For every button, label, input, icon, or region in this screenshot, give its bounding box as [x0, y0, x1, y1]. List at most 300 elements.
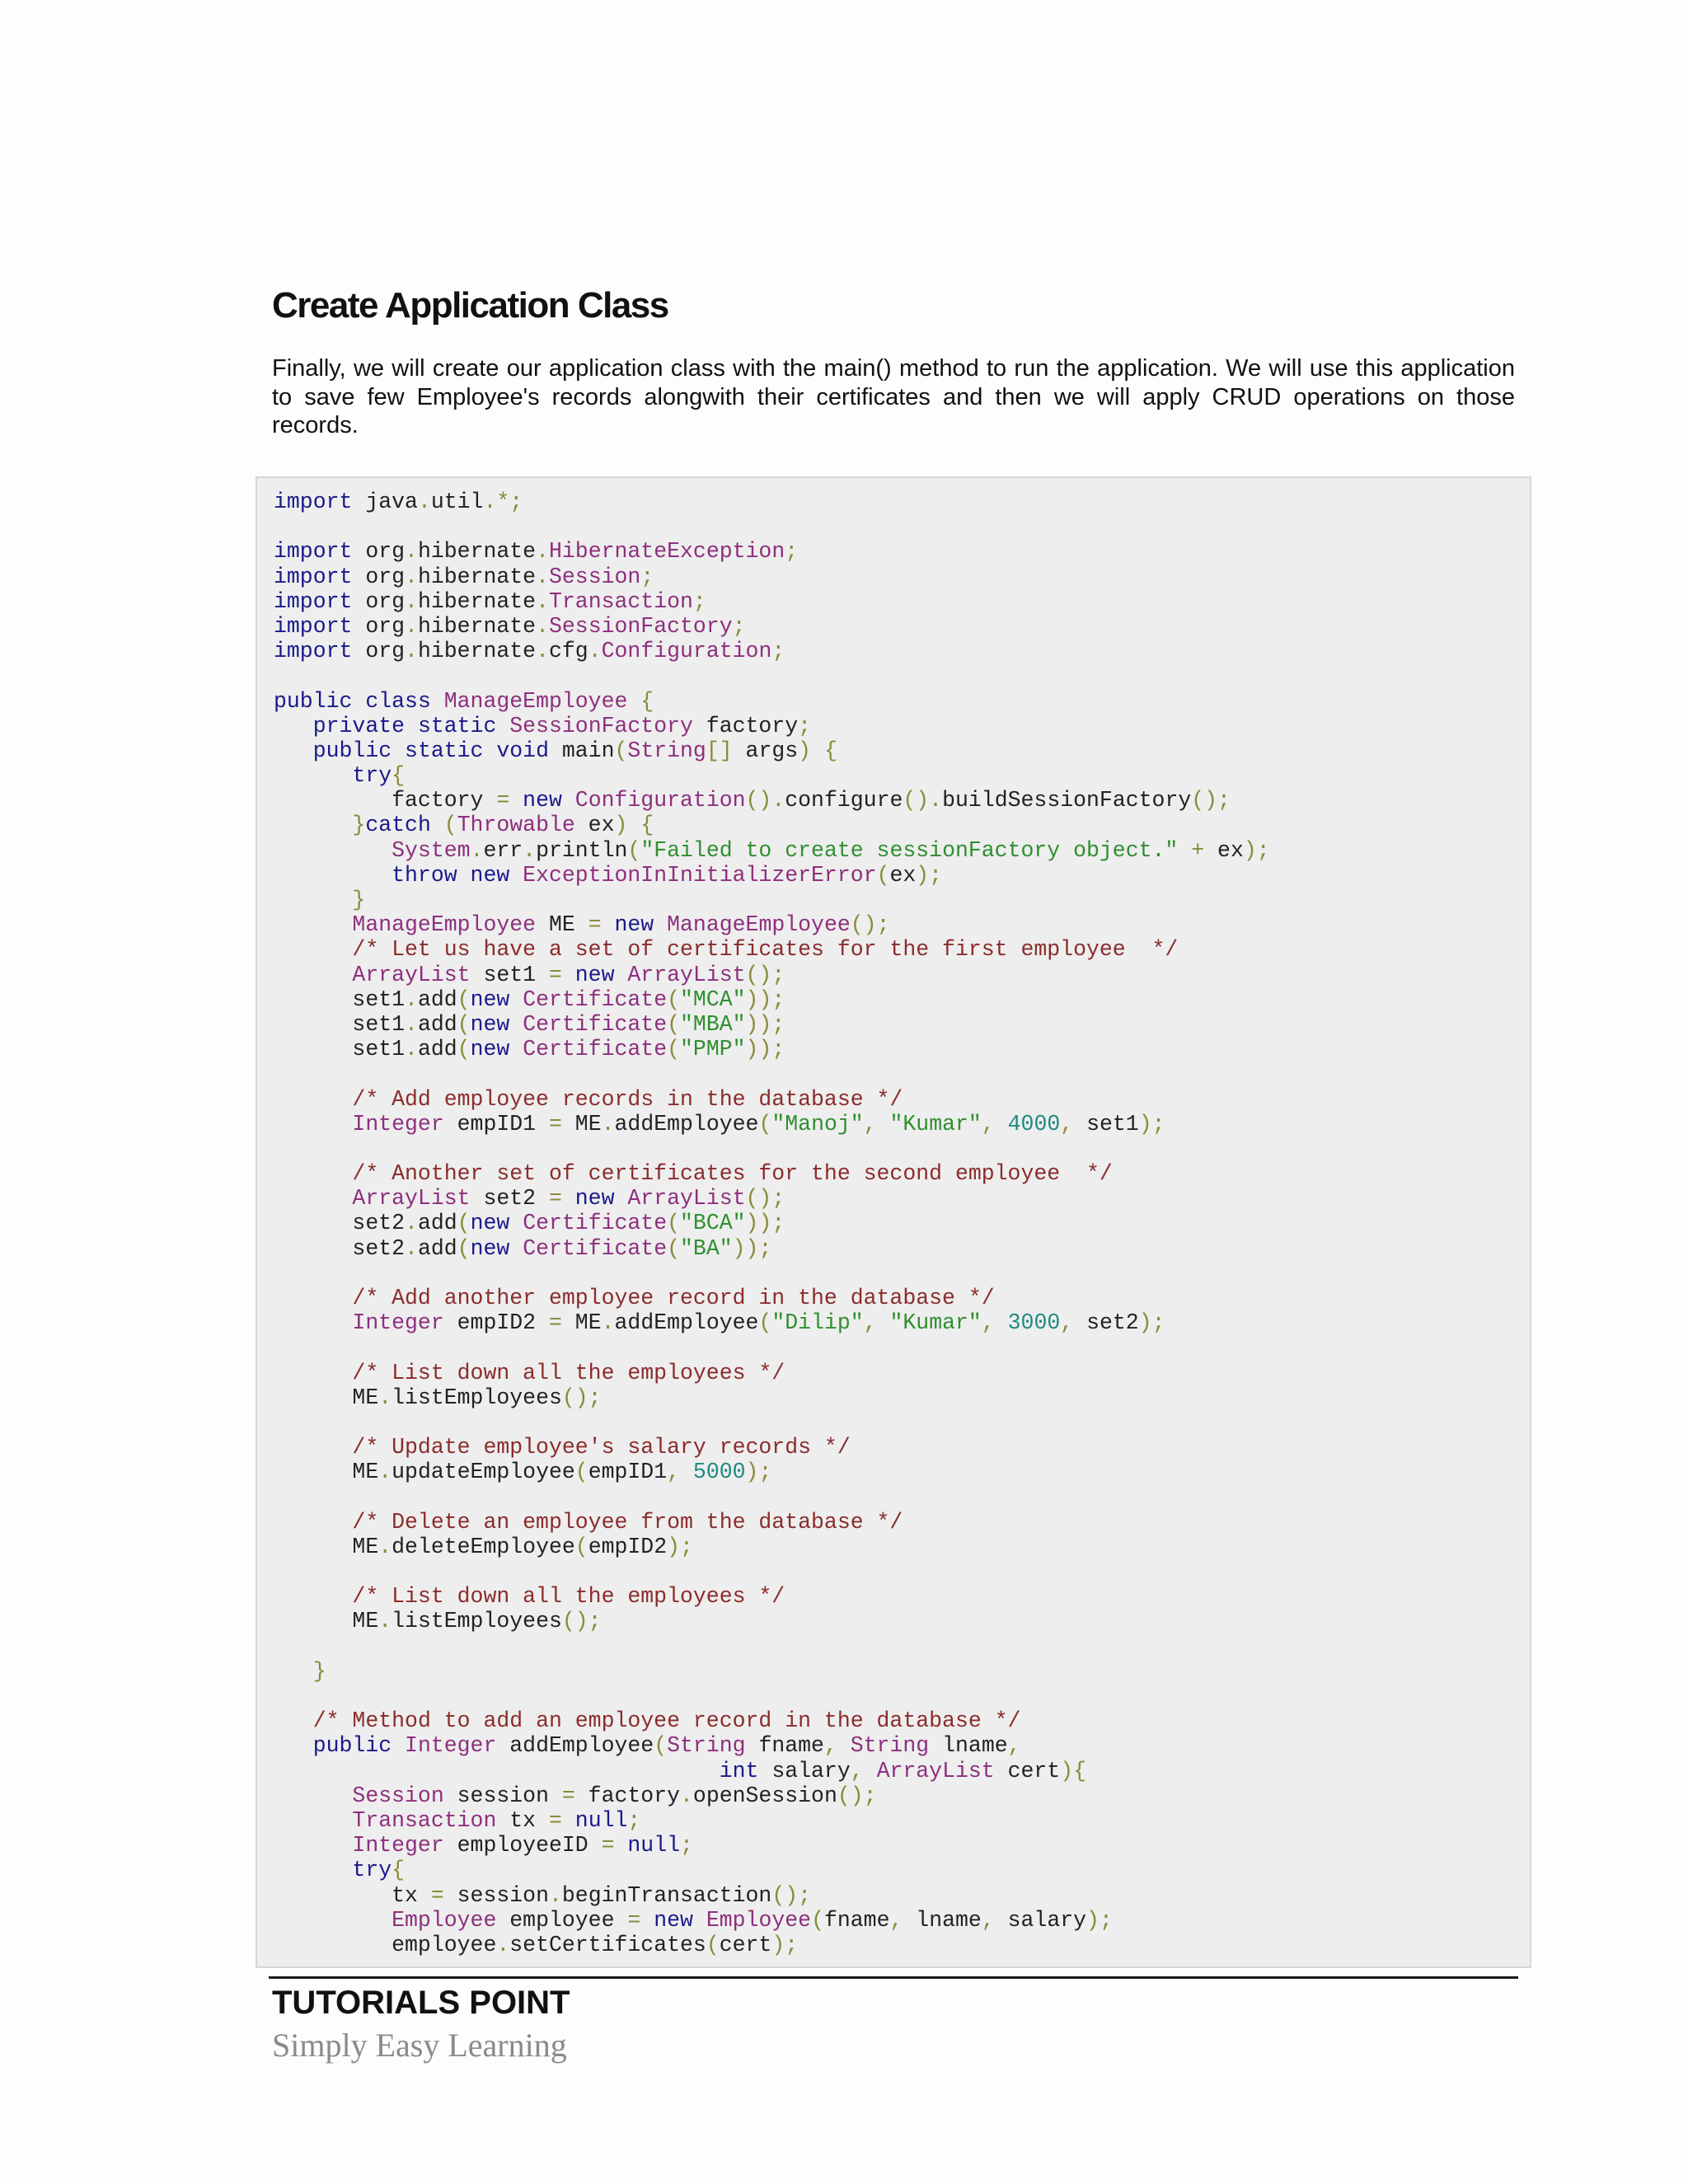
code-token: );	[1138, 1111, 1165, 1137]
code-token: {	[640, 813, 654, 838]
code-token	[274, 1286, 352, 1310]
code-token: null	[574, 1807, 628, 1833]
code-token: );	[667, 1534, 693, 1559]
code-token	[864, 1759, 877, 1783]
code-token: /* List down all the employees */	[352, 1360, 785, 1385]
code-token	[274, 1858, 352, 1882]
code-token: ,	[1007, 1733, 1021, 1759]
code-token: Integer	[352, 1310, 444, 1336]
code-token: ().	[745, 788, 785, 813]
code-token: 4000	[1007, 1111, 1061, 1137]
code-token: void	[496, 738, 549, 763]
code-token: (	[667, 1235, 681, 1261]
code-token	[431, 813, 444, 837]
code-token: System	[392, 837, 471, 863]
code-token: "BA"	[680, 1235, 733, 1261]
code-line	[274, 1385, 1270, 1410]
code-token: add	[417, 1235, 457, 1261]
code-line	[274, 1062, 1270, 1086]
code-token: =	[627, 1907, 641, 1933]
code-token: ().	[903, 788, 943, 813]
code-token	[680, 1460, 693, 1484]
code-token: ex	[889, 862, 917, 888]
code-token: new	[470, 1011, 510, 1037]
code-token: println	[536, 837, 628, 863]
code-token: =	[561, 1783, 575, 1808]
code-token: ));	[745, 987, 785, 1012]
code-token: empID1	[443, 1111, 549, 1137]
code-token: ,	[823, 1733, 837, 1759]
code-line	[274, 689, 1270, 714]
code-token	[274, 838, 392, 863]
code-line	[274, 1012, 1270, 1037]
code-token: ,	[1060, 1310, 1074, 1336]
code-token	[274, 1310, 352, 1335]
code-token: (	[876, 862, 890, 888]
code-token	[274, 1361, 352, 1385]
code-token: "PMP"	[680, 1037, 746, 1062]
code-line	[274, 738, 1270, 763]
code-token: new	[654, 1907, 693, 1933]
code-token: Integer	[405, 1733, 497, 1759]
code-line	[274, 589, 1270, 614]
code-token: ){	[1060, 1758, 1087, 1783]
code-line	[274, 1634, 1270, 1659]
code-token: ();	[1191, 788, 1231, 813]
code-line	[274, 1410, 1270, 1435]
code-token	[274, 1161, 352, 1186]
code-token: Certificate	[523, 1037, 668, 1062]
code-token: ();	[837, 1783, 877, 1808]
footer-divider	[269, 1976, 1518, 1979]
code-token: (	[654, 1733, 668, 1759]
code-token: ,	[889, 1907, 903, 1933]
code-token: null	[627, 1833, 681, 1858]
code-token	[509, 1211, 523, 1235]
code-token: new	[470, 1235, 510, 1261]
code-token: ();	[771, 1882, 812, 1908]
code-token: (	[706, 1932, 720, 1957]
code-token: "BCA"	[680, 1211, 746, 1236]
code-token: .	[536, 539, 549, 565]
code-token: .	[680, 1783, 693, 1808]
code-token: deleteEmployee	[392, 1534, 575, 1559]
code-line	[274, 912, 1270, 937]
code-token: /* Delete an employee from the database */	[352, 1509, 903, 1535]
code-token	[274, 1708, 313, 1733]
code-token: set2	[470, 1186, 549, 1212]
code-token: fname	[823, 1907, 890, 1933]
code-token: .	[378, 1460, 392, 1485]
code-token: Transaction	[352, 1807, 497, 1833]
code-token: configure	[785, 788, 903, 813]
code-token: listEmployees	[392, 1609, 562, 1634]
code-token: .	[378, 1385, 392, 1410]
code-line	[274, 614, 1270, 639]
code-token: ,	[981, 1310, 995, 1336]
code-token: );	[1138, 1310, 1165, 1336]
code-token	[562, 788, 575, 813]
code-line	[274, 1759, 1270, 1783]
code-token: new	[470, 862, 510, 888]
code-token	[562, 963, 575, 987]
code-token: )	[614, 813, 628, 838]
code-line	[274, 1808, 1270, 1833]
code-token	[562, 1808, 575, 1833]
code-token: "Dilip"	[771, 1310, 864, 1336]
code-token: ,	[863, 1310, 877, 1336]
code-token: ,	[850, 1758, 864, 1783]
code-token: updateEmployee	[392, 1460, 575, 1485]
code-line	[274, 1186, 1270, 1211]
code-token	[562, 1186, 575, 1211]
code-token: hibernate	[417, 564, 537, 589]
code-token: util	[430, 490, 484, 514]
code-token: try	[352, 763, 392, 789]
code-token: Employee	[706, 1907, 812, 1933]
code-token	[615, 963, 628, 987]
code-token	[392, 1733, 405, 1758]
code-token	[509, 987, 523, 1012]
code-token: Integer	[352, 1111, 444, 1137]
code-token: session	[443, 1882, 549, 1908]
code-token: .	[405, 987, 418, 1012]
code-token: "Manoj"	[771, 1111, 864, 1137]
code-token: Certificate	[523, 1211, 668, 1236]
code-token: factory	[274, 788, 497, 813]
code-token	[1178, 838, 1191, 863]
code-token: hibernate	[417, 539, 537, 565]
code-token: );	[771, 1932, 799, 1957]
code-token: /* Add employee records in the database */	[352, 1086, 903, 1112]
code-token: Configuration	[601, 639, 772, 664]
code-token: set2	[1073, 1310, 1139, 1336]
code-block	[256, 476, 1531, 1968]
code-token: =	[548, 962, 562, 987]
code-token: /* Method to add an employee record in the database */	[312, 1708, 1021, 1734]
code-token: SessionFactory	[509, 713, 693, 738]
code-token	[811, 738, 824, 763]
code-token: 3000	[1007, 1310, 1061, 1336]
code-token	[693, 1908, 706, 1933]
code-token: .*;	[483, 490, 523, 514]
code-token: org	[352, 564, 406, 589]
code-token: set2	[274, 1235, 406, 1261]
code-token: public	[312, 738, 392, 763]
code-token: set1	[470, 962, 549, 987]
code-token	[483, 738, 496, 763]
code-line	[274, 838, 1270, 863]
code-token: ME	[536, 912, 588, 938]
code-token	[274, 1833, 352, 1858]
code-token: .	[378, 1609, 392, 1634]
code-line	[274, 763, 1270, 788]
code-token: ;	[798, 713, 812, 738]
code-token	[405, 714, 418, 738]
code-token: (	[758, 1310, 772, 1336]
code-token: args	[732, 738, 799, 763]
code-token: "MBA"	[680, 1011, 746, 1037]
code-line	[274, 1559, 1270, 1584]
code-token: .	[378, 1534, 392, 1559]
code-token: {	[392, 763, 406, 789]
code-token: .	[601, 1310, 615, 1336]
code-token: (	[457, 1211, 471, 1236]
code-token: ME	[274, 1534, 379, 1559]
code-line	[274, 1733, 1270, 1758]
code-token	[274, 1733, 313, 1758]
code-token	[509, 1236, 523, 1261]
code-token	[995, 1310, 1008, 1335]
code-token: import	[274, 588, 353, 614]
code-token: org	[352, 588, 406, 614]
code-token: beginTransaction	[561, 1882, 772, 1908]
code-token	[274, 1186, 352, 1211]
code-token: ;	[680, 1833, 693, 1858]
code-token: ;	[732, 613, 746, 639]
code-line	[274, 514, 1270, 539]
code-token: try	[352, 1858, 392, 1883]
code-line	[274, 1112, 1270, 1137]
code-token: ();	[561, 1609, 602, 1634]
code-token	[274, 1584, 352, 1609]
code-token: =	[588, 912, 602, 938]
code-token: "MCA"	[680, 987, 746, 1012]
code-token: Session	[352, 1783, 444, 1808]
code-token: set2	[274, 1211, 406, 1236]
code-token: set1	[1073, 1111, 1139, 1137]
code-token: ex	[1204, 837, 1244, 863]
code-token: add	[417, 987, 457, 1012]
code-token: {	[392, 1858, 406, 1883]
code-token: "Kumar"	[889, 1310, 982, 1336]
code-token: String	[850, 1733, 930, 1759]
code-line	[274, 1161, 1270, 1186]
code-token: hibernate	[417, 613, 537, 639]
code-token: cert	[994, 1758, 1061, 1783]
code-token: factory	[692, 713, 799, 738]
code-token: new	[574, 962, 615, 987]
code-token	[509, 1012, 523, 1037]
code-token	[274, 763, 352, 788]
code-token: cert	[719, 1932, 772, 1957]
code-token: lname	[903, 1907, 982, 1933]
code-token: .	[470, 837, 484, 863]
code-token: .	[405, 588, 418, 614]
code-token: ();	[850, 912, 890, 938]
code-token: buildSessionFactory	[942, 788, 1192, 813]
code-token	[877, 1310, 890, 1335]
code-line	[274, 888, 1270, 912]
code-token: public	[312, 1733, 392, 1759]
code-token	[654, 912, 667, 937]
code-token: .	[405, 1037, 418, 1062]
code-token: ArrayList	[627, 962, 746, 987]
code-token: []	[706, 738, 733, 763]
code-token: ManageEmployee	[352, 912, 537, 938]
code-token	[274, 1435, 352, 1460]
code-token: .	[548, 1882, 562, 1908]
code-token: );	[1243, 837, 1270, 863]
code-line	[274, 788, 1270, 813]
code-token: =	[496, 788, 510, 813]
code-token: /* Another set of certificates for the second employee */	[352, 1161, 1113, 1187]
code-token: public	[274, 688, 353, 714]
code-line	[274, 1485, 1270, 1510]
code-token: ME	[274, 1385, 379, 1410]
code-line	[274, 539, 1270, 564]
code-token: add	[417, 1037, 457, 1062]
code-token: int	[719, 1758, 759, 1783]
code-token	[274, 1659, 313, 1684]
code-token: ));	[745, 1011, 785, 1037]
code-token: (	[758, 1111, 772, 1137]
code-token: ;	[640, 564, 654, 589]
code-token: java	[352, 490, 418, 514]
code-token: "Kumar"	[889, 1111, 982, 1137]
code-token: =	[548, 1807, 562, 1833]
code-token: ManageEmployee	[667, 912, 851, 938]
code-token: new	[470, 987, 510, 1012]
code-token	[274, 1759, 720, 1783]
code-token: err	[483, 837, 523, 863]
code-token	[615, 1833, 628, 1858]
code-token	[274, 963, 352, 987]
code-token: {	[823, 738, 837, 763]
code-token	[274, 937, 352, 962]
code-token: Employee	[392, 1907, 497, 1933]
code-token: =	[548, 1186, 562, 1212]
code-token: employee	[496, 1907, 628, 1933]
code-token: import	[274, 490, 353, 514]
code-token: ();	[745, 1186, 785, 1212]
code-token: /* List down all the employees */	[352, 1584, 785, 1610]
code-token	[509, 788, 523, 813]
code-token: (	[667, 1037, 681, 1062]
code-token: ));	[745, 1211, 785, 1236]
code-token: (	[457, 1011, 471, 1037]
code-token: setCertificates	[509, 1932, 706, 1957]
code-token: lname	[929, 1733, 1008, 1759]
code-token: 5000	[692, 1460, 746, 1485]
code-token	[352, 689, 365, 714]
code-token: ArrayList	[352, 962, 471, 987]
code-line	[274, 1535, 1270, 1559]
code-token: /* Let us have a set of certificates for the first employee */	[352, 937, 1179, 963]
code-token	[274, 1510, 352, 1535]
code-token: session	[443, 1783, 562, 1808]
code-token: /* Add another employee record in the database */	[352, 1286, 995, 1310]
code-line	[274, 1858, 1270, 1882]
code-token: ;	[785, 539, 799, 565]
code-token	[496, 714, 509, 738]
code-token	[627, 813, 640, 837]
code-token: (	[574, 1534, 588, 1559]
code-token: ExceptionInInitializerError	[523, 862, 877, 888]
code-token: set1	[274, 987, 406, 1012]
code-token: (	[457, 987, 471, 1012]
code-token: }	[312, 1658, 326, 1684]
code-token: (	[667, 1211, 681, 1236]
code-line	[274, 639, 1270, 663]
code-token: add	[417, 1211, 457, 1236]
code-line	[274, 1261, 1270, 1286]
code-token	[274, 813, 352, 837]
code-token	[877, 1112, 890, 1137]
footer-brand: TUTORIALS POINT	[272, 1985, 570, 2021]
code-line	[274, 1087, 1270, 1112]
code-token: empID2	[443, 1310, 549, 1336]
code-token: static	[417, 713, 497, 738]
code-token: (	[811, 1907, 824, 1933]
code-token	[995, 1112, 1008, 1137]
code-token	[602, 912, 615, 937]
code-line	[274, 490, 1270, 514]
code-token: ME	[561, 1111, 602, 1137]
code-token: SessionFactory	[548, 613, 733, 639]
code-line	[274, 1435, 1270, 1460]
code-token: Certificate	[523, 1235, 668, 1261]
code-token: ,	[1060, 1111, 1074, 1137]
code-token: fname	[745, 1733, 824, 1759]
code-token: import	[274, 539, 353, 565]
code-token: org	[352, 613, 406, 639]
code-line	[274, 1684, 1270, 1708]
code-token: (	[457, 1235, 471, 1261]
footer-tagline: Simply Easy Learning	[272, 2027, 567, 2064]
code-token: salary	[758, 1758, 851, 1783]
code-token: ;	[771, 639, 785, 664]
code-token: "Failed to create sessionFactory object."	[640, 837, 1179, 863]
code-token: set1	[274, 1037, 406, 1062]
code-token: ,	[981, 1111, 995, 1137]
code-token: Certificate	[523, 987, 668, 1012]
code-token: employeeID	[443, 1833, 602, 1858]
code-token: .	[496, 1932, 510, 1957]
code-token: }	[352, 813, 366, 838]
code-token: empID1	[588, 1460, 668, 1485]
code-token	[274, 1087, 352, 1112]
code-line	[274, 1236, 1270, 1261]
code-token	[274, 888, 352, 912]
code-line	[274, 1460, 1270, 1484]
code-token	[615, 1186, 628, 1211]
code-token: Integer	[352, 1833, 444, 1858]
code-token: (	[614, 738, 628, 763]
code-line	[274, 1783, 1270, 1808]
code-line	[274, 1310, 1270, 1335]
code-line	[274, 1211, 1270, 1235]
code-token: =	[548, 1111, 562, 1137]
code-token: hibernate	[417, 639, 537, 664]
code-token: openSession	[692, 1783, 837, 1808]
code-token: .	[536, 564, 549, 589]
code-token: (	[667, 1011, 681, 1037]
code-token: }	[352, 888, 366, 912]
code-token: addEmployee	[614, 1310, 759, 1336]
code-token: .	[536, 639, 549, 664]
code-token	[274, 1783, 352, 1808]
code-listing	[274, 490, 1270, 1957]
code-token: ArrayList	[876, 1758, 995, 1783]
code-line	[274, 1510, 1270, 1535]
code-line	[274, 1335, 1270, 1360]
code-line	[274, 1609, 1270, 1633]
code-token: salary	[994, 1907, 1087, 1933]
code-line	[274, 1584, 1270, 1609]
code-token: .	[405, 1211, 418, 1236]
code-token: set1	[274, 1011, 406, 1037]
